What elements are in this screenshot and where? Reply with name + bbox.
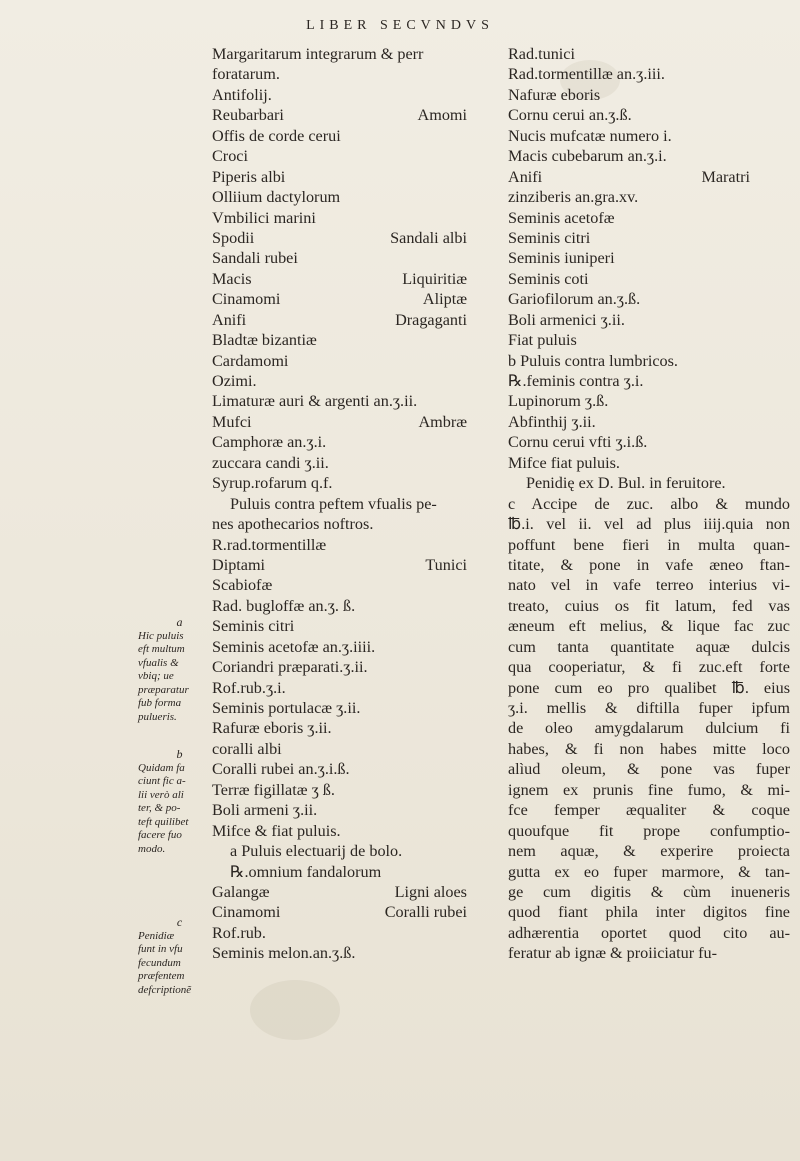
margin-note-line: præparatur [138, 683, 189, 696]
text-line [212, 412, 507, 432]
text-line: Rafuræ eboris ʒ.ii. [212, 719, 332, 738]
text-line: Coralli rubei an.ʒ.i.ß. [212, 760, 350, 779]
text-line: nes apothecarios noftros. [212, 515, 374, 534]
text-line-left: Diptami [212, 555, 266, 574]
text-line: poffunt bene fieri in multa quan- [508, 535, 790, 554]
text-line: Macis cubebarum an.ʒ.i. [508, 147, 667, 166]
text-line: Lupinorum ʒ.ß. [508, 392, 609, 411]
text-line: titate, & pone in vafe æneo ftan- [508, 555, 790, 574]
text-line-right: Liquiritiæ [402, 269, 467, 288]
text-line [212, 310, 507, 330]
text-line [212, 228, 507, 248]
text-line-right: Tunici [425, 555, 467, 574]
text-line-left: Galangæ [212, 882, 270, 901]
margin-note-line: præfentem [138, 970, 185, 982]
left-column [212, 44, 507, 964]
text-line: a Puluis electuarij de bolo. [230, 842, 403, 861]
right-column [508, 44, 790, 964]
text-line: nem aquæ, & experire proiecta [508, 842, 790, 861]
text-line: Penidię ex D. Bul. in feruitore. [526, 474, 726, 493]
text-line-right: Amomi [417, 106, 467, 125]
text-line-right: Ligni aloes [394, 882, 467, 901]
margin-note-line: fub forma [138, 697, 182, 709]
text-line: Seminis acetofæ an.ʒ.iiii. [212, 637, 376, 656]
text-line: Scabiofæ [212, 576, 273, 595]
text-line: ℞.omnium fandalorum [230, 862, 382, 881]
text-line: Seminis melon.an.ʒ.ß. [212, 944, 356, 963]
text-line: alìud oleum, & pone vas fuper [508, 760, 790, 779]
text-line: Vmbilici marini [212, 208, 316, 227]
text-line-left: Macis [212, 269, 252, 288]
margin-note-line: ter, & po- [138, 802, 181, 814]
text-line-left: Mufci [212, 412, 252, 431]
text-line: Gariofilorum an.ʒ.ß. [508, 290, 641, 309]
text-line: Olliium dactylorum [212, 188, 341, 207]
text-line: cum tanta quantitate aquæ dulcis [508, 637, 790, 656]
margin-note-line: eft multum [138, 643, 185, 655]
text-line: Mifce fiat puluis. [508, 453, 620, 472]
margin-note-line: fecundum [138, 956, 181, 969]
text-line [212, 269, 507, 289]
text-line-left: Spodii [212, 228, 255, 247]
margin-note-line: vbiq; ue [138, 670, 174, 682]
text-line: Cornu cerui an.ʒ.ß. [508, 106, 632, 125]
margin-note-line: facere fuo [138, 829, 182, 841]
text-line-left: Reubarbari [212, 106, 284, 125]
margin-note-c [138, 916, 213, 997]
text-line: R.rad.tormentillæ [212, 535, 327, 554]
text-line: feratur ab ignæ & proiiciatur fu- [508, 944, 718, 963]
text-line: fce femper æqualiter & coque [508, 801, 790, 820]
text-line: qua cooperiatur, & fi zuc.eft forte [508, 658, 790, 677]
text-line: Nucis mufcatæ numero i. [508, 126, 672, 145]
text-line: gutta ex eo fuper marmore, & tan- [508, 862, 790, 881]
text-line: Rad.tormentillæ an.ʒ.iii. [508, 65, 665, 84]
margin-note-line: teft quilibet [138, 815, 189, 828]
margin-note-line: funt in vfu [138, 943, 183, 955]
text-line: zinziberis an.gra.xv. [508, 188, 639, 207]
text-line: Seminis portulacæ ʒ.ii. [212, 699, 361, 717]
text-line: ge cum digitis & cùm inueneris [508, 882, 790, 901]
text-line: Boli armenici ʒ.ii. [508, 310, 625, 329]
text-line [212, 555, 507, 575]
text-line: Abfinthij ʒ.ii. [508, 412, 596, 431]
text-line: Piperis albi [212, 167, 286, 186]
margin-note-letter: c [176, 915, 183, 929]
margin-note-b [138, 748, 213, 856]
text-line: adhærentia oportet quod cito au- [508, 923, 790, 942]
margin-note-line: Penidiæ [138, 929, 175, 942]
margin-note-line: modo. [138, 842, 166, 855]
text-line: Fiat puluis [508, 331, 577, 350]
text-line: Mifce & fiat puluis. [212, 821, 341, 840]
text-line: ℞.feminis contra ʒ.i. [508, 372, 644, 390]
margin-note-letter: b [176, 747, 183, 761]
text-line: ignem ex prunis fine fumo, & mi- [508, 780, 790, 799]
text-line-left: Cinamomi [212, 290, 281, 309]
text-line: Boli armeni ʒ.ii. [212, 801, 318, 820]
margin-note-a [138, 616, 213, 724]
margin-note-line: Quidam fa [138, 761, 185, 774]
text-line [212, 902, 507, 922]
text-line: Cornu cerui vfti ʒ.i.ß. [508, 433, 648, 452]
text-line: Puluis contra peftem vfualis pe- [230, 494, 437, 513]
text-line: coralli albi [212, 739, 282, 758]
text-line: ʒ.i. mellis & diftilla fuper ipfum [508, 699, 790, 717]
text-line: Rad. bugloffæ an.ʒ. ß. [212, 596, 356, 615]
text-line [212, 289, 507, 309]
text-line: Seminis citri [508, 228, 591, 247]
text-line-right: Aliptæ [422, 290, 467, 309]
text-line: Seminis acetofæ [508, 208, 615, 227]
text-line [212, 105, 507, 125]
text-line: Seminis coti [508, 269, 589, 288]
text-line [508, 167, 790, 187]
text-line: Margaritarum integrarum & perr [212, 45, 424, 63]
text-line: Bladtæ bizantiæ [212, 331, 317, 350]
margin-note-line: vfualis & [138, 656, 179, 669]
text-line: Seminis iuniperi [508, 249, 615, 268]
text-line: treato, cuius os fit latum, fed vas [508, 596, 790, 615]
text-line: æneum eft melius, & lique fac zuc [508, 617, 790, 636]
margin-note-line: Hic puluis [138, 629, 184, 642]
text-line: pone cum eo pro qualibet ℔. eius [508, 678, 790, 697]
text-line: Rof.rub. [212, 923, 266, 942]
text-line: Ozimi. [212, 372, 257, 390]
running-header: LIBER SECVNDVS [306, 18, 494, 33]
margin-note-letter: a [176, 615, 183, 629]
text-line: Terræ figillatæ ʒ ß. [212, 780, 335, 799]
text-line: Seminis citri [212, 617, 295, 636]
text-line: Syrup.rofarum q.f. [212, 474, 333, 493]
text-line-right: Dragaganti [395, 310, 467, 329]
text-line: habes, & fi non habes mitte loco [508, 739, 790, 758]
text-line [212, 882, 507, 902]
text-line: Croci [212, 147, 248, 166]
margin-note-line: defcriptionẽ [138, 983, 192, 996]
text-line: Camphoræ an.ʒ.i. [212, 433, 327, 452]
text-line: ℔.i. vel ii. vel ad plus iiij.quia non [508, 515, 790, 534]
text-line: de oleo amygdalarum dulcium fi [508, 719, 790, 738]
text-line: nato vel in vafe terreo interius vi- [508, 576, 790, 595]
margin-note-line: pulueris. [138, 710, 177, 723]
text-line-right: Maratri [701, 167, 750, 186]
text-line: quod fiant phila inter digitos fine [508, 903, 790, 922]
text-line-right: Sandali albi [390, 228, 467, 247]
paper-stain [250, 980, 340, 1040]
text-line-left: Cinamomi [212, 903, 281, 922]
text-line-left: Anifi [212, 310, 247, 329]
text-line-right: Ambræ [418, 412, 467, 431]
text-line: Rad.tunici [508, 45, 575, 63]
margin-note-line: lii verò ali [138, 788, 184, 801]
text-line: Sandali rubei [212, 249, 298, 268]
text-line: Nafuræ eboris [508, 85, 601, 104]
text-line: Coriandri præparati.ʒ.ii. [212, 658, 368, 677]
margin-note-line: ciunt fic a- [138, 775, 186, 787]
text-line-left: Anifi [508, 167, 543, 186]
text-line: c Accipe de zuc. albo & mundo [508, 494, 790, 513]
text-line-right: Coralli rubei [384, 903, 467, 922]
text-line: zuccara candi ʒ.ii. [212, 453, 329, 472]
text-line: foratarum. [212, 65, 280, 84]
text-line: Antifolij. [212, 85, 272, 104]
text-line: quoufque fit prope confumptio- [508, 821, 790, 840]
text-line: Cardamomi [212, 351, 289, 370]
text-line: Rof.rub.ʒ.i. [212, 678, 286, 697]
text-line: b Puluis contra lumbricos. [508, 351, 678, 370]
text-line: Limaturæ auri & argenti an.ʒ.ii. [212, 392, 418, 411]
text-line: Offis de corde cerui [212, 126, 341, 145]
